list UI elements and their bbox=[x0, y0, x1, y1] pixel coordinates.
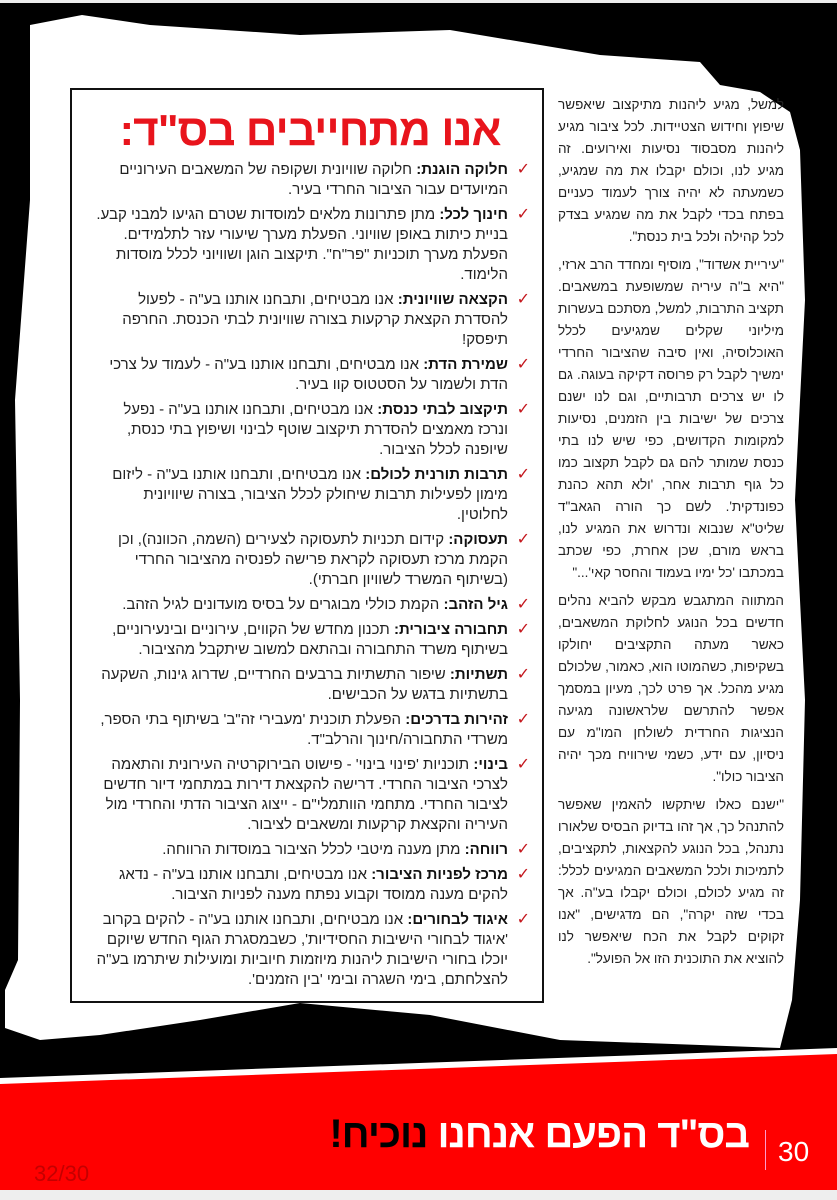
page-number: 30 bbox=[778, 1136, 810, 1167]
item-text: חלוקה שוויונית ושקופה של המשאבים העירוניים המיועדים עבור הציבור החרדי בעיר. bbox=[119, 161, 508, 198]
item-text: אנו מבטיחים, ותבחנו אותנו בע"ה - להקים בקרוב 'איגוד לבחורי הישיבות החסידיות', כשבמסגרת הגוף החדש שיוקם יוכלו בחורי הישיבות ליהנות מיוזמות חיוביות ומועילות שיתרמו בע"ה להצלחתם, בימי השגרה ובימי 'בין הזמנים'. bbox=[96, 911, 508, 988]
checkmark-icon: ✓ bbox=[516, 206, 530, 223]
commitment-item bbox=[90, 290, 530, 350]
checkmark-icon: ✓ bbox=[516, 466, 530, 483]
item-heading: זהירות בדרכים: bbox=[405, 711, 508, 728]
item-text: הקמת כוללי מבוגרים על בסיס מועדונים לגיל הזהב. bbox=[122, 596, 444, 613]
checkmark-icon: ✓ bbox=[516, 711, 530, 728]
commitment-item bbox=[90, 865, 530, 905]
checkmark-icon: ✓ bbox=[516, 841, 530, 858]
checkmark-icon: ✓ bbox=[516, 596, 530, 613]
item-text: אנו מבטיחים, ותבחנו אותנו בע"ה - ליזום מימון לפעילות תרבות שיחולק לכלל הציבור, בצורה שיוויונית לחלוטין. bbox=[112, 466, 508, 523]
commitment-item bbox=[90, 620, 530, 660]
checkmark-icon: ✓ bbox=[516, 621, 530, 638]
commitments-list bbox=[90, 160, 530, 990]
article-column bbox=[558, 94, 784, 976]
checkmark-icon: ✓ bbox=[516, 401, 530, 418]
item-heading: בינוי: bbox=[473, 756, 508, 773]
commitment-item bbox=[90, 205, 530, 285]
checkmark-icon: ✓ bbox=[516, 356, 530, 373]
article-paragraph: למשל, מגיע ליהנות מתיקצוב שיאפשר שיפוץ וחידוש הצטיידות. לכל ציבור מגיע ליהנות מסבסוד נסיעות ואירועים. זה מגיע לנו, וכולם יקבלו את מה שמגיע, כשמעתה לא יהיה צורך לעמוד כעניים בפתח בכדי לקבל את מה שמגיע בצדק לכל קהילה ולכל בית כנסת". bbox=[558, 97, 784, 244]
item-text: אנו מבטיחים, ותבחנו אותנו בע"ה - לעמוד על צרכי הדת ולשמור על הסטטוס קוו בעיר. bbox=[109, 356, 508, 393]
commitment-item bbox=[90, 595, 530, 615]
checkmark-icon: ✓ bbox=[516, 911, 530, 928]
item-heading: רווחה: bbox=[464, 841, 508, 858]
item-heading: תעסוקה: bbox=[448, 531, 508, 548]
commitment-item bbox=[90, 665, 530, 705]
commitment-item bbox=[90, 465, 530, 525]
item-text: שיפור התשתיות ברבעים החרדיים, שדרוג גינות, השקעה בתשתיות בדגש על הכבישים. bbox=[101, 666, 508, 703]
item-text: מתן מענה מיטבי לכלל הציבור במוסדות הרווחה. bbox=[162, 841, 465, 858]
item-heading: תיקצוב לבתי כנסת: bbox=[377, 401, 508, 418]
item-heading: תשתיות: bbox=[449, 666, 508, 683]
item-text: אנו מבטיחים, ותבחנו אותנו בע"ה - נפעל ונרכז מאמצים להסדרת תיקצוב שוטף לבינוי ושיפוץ בתי כנסת, שיופנה לכלל הציבור. bbox=[123, 401, 508, 458]
item-text: הפעלת תוכנית 'מעבירי זה"ב' בשיתוף בתי הספר, משרדי התחבורה/חינוך והרלב"ד. bbox=[100, 711, 508, 748]
commitment-item bbox=[90, 160, 530, 200]
item-heading: איגוד לבחורים: bbox=[407, 911, 508, 928]
item-text: תוכניות 'פינוי בינוי' - פישוט הבירוקרטיה העירונית והתאמה לצרכי הציבור החרדי. דרישה להקצאת דירות במתחמי דיור חדשים לציבור החרדי. מתחמי הוותמלי"ם - ייצוג הציבור הדתי והחרדי מול העיריה והקצאת קרקעות ומשאבים לציבור. bbox=[103, 756, 508, 833]
commitment-item bbox=[90, 530, 530, 590]
checkmark-icon: ✓ bbox=[516, 756, 530, 773]
commitment-item bbox=[90, 840, 530, 860]
footer-divider bbox=[765, 1130, 766, 1170]
slogan-white-part: בס"ד הפעם אנחנו bbox=[427, 1112, 749, 1156]
checkmark-icon: ✓ bbox=[516, 866, 530, 883]
top-strip bbox=[0, 0, 837, 3]
item-heading: תרבות תורנית לכולם: bbox=[365, 466, 508, 483]
commitment-item bbox=[90, 355, 530, 395]
item-text: אנו מבטיחים, ותבחנו אותנו בע"ה - נדאג להקים מענה ממוסד וקבוע נפתח מענה לפניות הציבור. bbox=[118, 866, 508, 903]
bottom-strip bbox=[0, 1190, 837, 1200]
commitment-item bbox=[90, 400, 530, 460]
checkmark-icon: ✓ bbox=[516, 291, 530, 308]
checkmark-icon: ✓ bbox=[516, 666, 530, 683]
commitment-item bbox=[90, 910, 530, 990]
item-text: אנו מבטיחים, ותבחנו אותנו בע"ה - לפעול להסדרת הקצאת קרקעות בצורה שוויונית לבתי הכנסת. החרפה תיפסק! bbox=[122, 291, 508, 348]
page-counter: 32/30 bbox=[34, 1161, 90, 1186]
article-paragraph: המתווה המתגבש מבקש להביא נהלים חדשים בכל הנוגע לחלוקת המשאבים, כאשר מעתה התקציבים יחולקו בשקיפות, כשהמוטו הוא, כאמור, שלכולם מגיע מהכל. אך פרט לכך, מעיון במסמך אפשר להתרשם שלראשונה מגיעה הנציגות החרדית לשולחן המו"מ עם ניסיון, עם ידע, כשמי שירוויח מכך יהיה הציבור כולו". bbox=[558, 593, 784, 784]
item-text: תכנון מחדש של הקווים, עירוניים ובינעירוניים, בשיתוף משרד התחבורה ובהתאם למשוב שיתקבל מהציבור. bbox=[112, 621, 508, 658]
item-heading: מרכז לפניות הציבור: bbox=[371, 866, 508, 883]
item-heading: חלוקה הוגנת: bbox=[416, 161, 508, 178]
commitment-item bbox=[90, 710, 530, 750]
item-text: קידום תכניות לתעסוקה לצעירים (השמה, הכוונה), וכן הקמת מרכז תעסוקה לקראת פרישה לפנסיה מהציבור החרדי (בשיתוף המשרד לשוויון חברתי). bbox=[117, 531, 508, 588]
article-paragraph: "ישנם כאלו שיתקשו להאמין שאפשר להתנהל כך, אך זהו בדיוק הבסיס שלאורו נתנהל, בכל הנוגע להקצאות, לתקציבים, לתמיכות ולכל המשאבים המגיעים לכלל: זה מגיע לכולם, וכולם יקבלו בע"ה. אך בכדי שזה יקרה", הם מדגישים, "אנו זקוקים לקבל את הכח שיאפשר לנו להוציא את התוכנית הזו אל הפועל". bbox=[558, 797, 784, 966]
item-heading: שמירת הדת: bbox=[423, 356, 508, 373]
checkmark-icon: ✓ bbox=[516, 531, 530, 548]
slogan-black-part: נוכיח! bbox=[329, 1112, 428, 1156]
footer-slogan bbox=[329, 1112, 749, 1156]
commitments-box bbox=[70, 88, 544, 1003]
checkmark-icon: ✓ bbox=[516, 161, 530, 178]
item-heading: חינוך לכל: bbox=[439, 206, 508, 223]
article-paragraph: "עיריית אשדוד", מוסיף ומחדד הרב ארזי, "היא ב"ה עיריה שמשופעת במשאבים. תקציב התרבות, למשל, מסתכם בעשרות מיליוני שקלים שמגיעים לכלל האוכלוסיה, ואין סיבה שהציבור החרדי ימשיך לקבל רק פרוסה דקיקה בעוגה. גם לו יש צרכים תרבותיים, וגם לנו ישנם צרכים של ישיבות בין הזמנים, נסיעות למקומות הקדושים, כפי שיש לנו בתי כנסת שמותר להם גם לקבל תקצוב כמו כל גוף תרבות אחר, 'ולא תהא כהנת כפונדקית'. לשם כך הורה הגאב"ד שליט"א שנבוא ונדרוש את המגיע לנו, בראש מורם, שכן אחרת, כפי שכתב במכתבו 'כל ימיו בעמוד והחסר קאי'..." bbox=[558, 257, 784, 580]
item-heading: הקצאה שוויונית: bbox=[397, 291, 508, 308]
item-text: מתן פתרונות מלאים למוסדות שטרם הגיעו למבני קבע. בניית כיתות באופן שוויוני. הפעלת מערך שיעורי עזר לתלמידים. הפעלת מערך תוכניות "פר"ח". תיקצוב הוגן ושוויוני לכלל מוסדות הלימוד. bbox=[96, 206, 508, 283]
item-heading: גיל הזהב: bbox=[443, 596, 508, 613]
box-title: אנו מתחייבים בס"ד: bbox=[119, 106, 501, 155]
commitment-item bbox=[90, 755, 530, 835]
item-heading: תחבורה ציבורית: bbox=[393, 621, 508, 638]
